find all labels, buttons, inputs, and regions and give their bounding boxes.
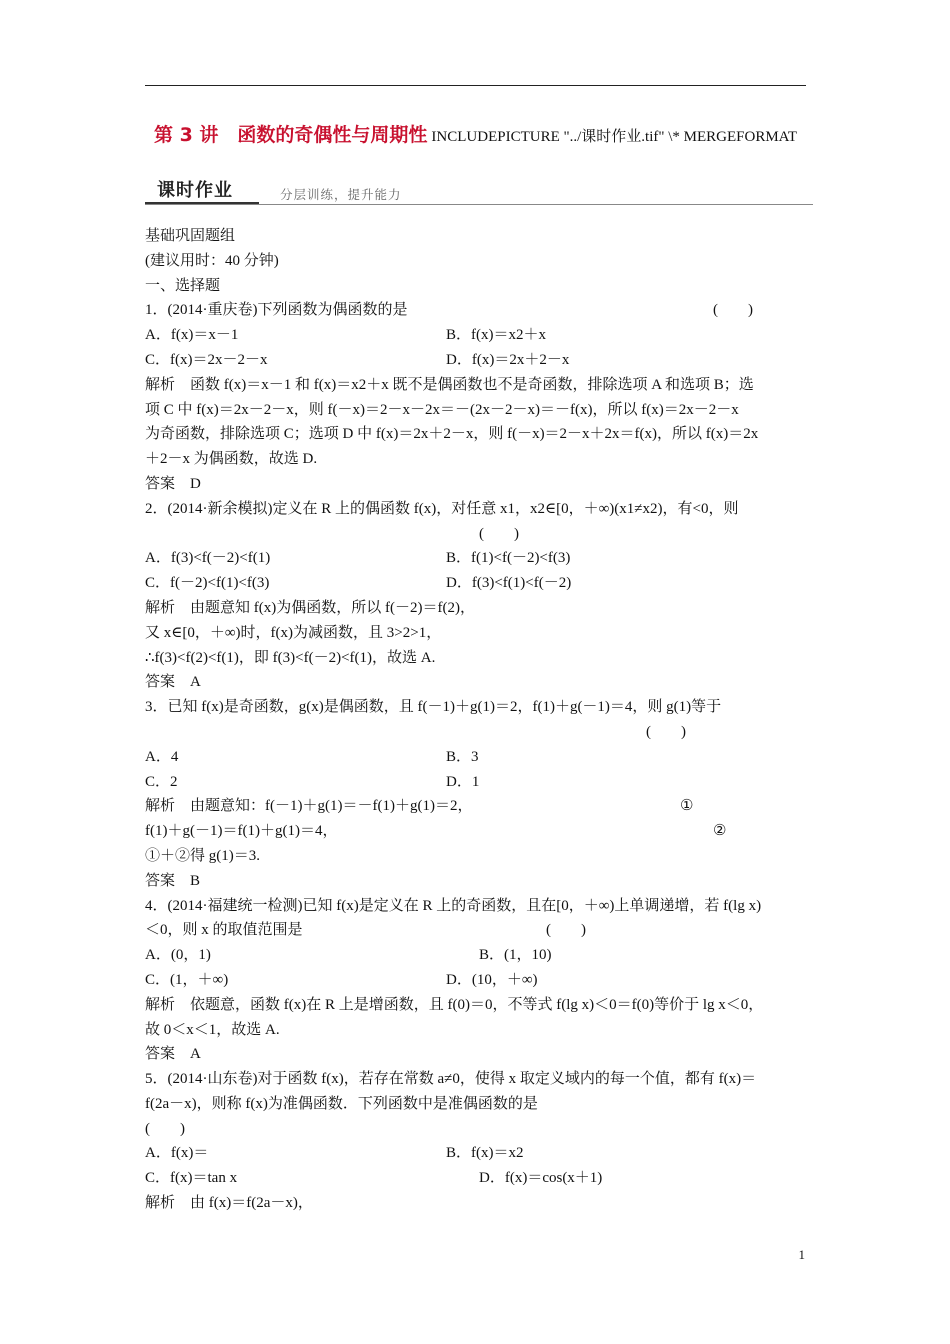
top-rule <box>145 85 806 86</box>
question-3-stem: 3．已知 f(x)是奇函数，g(x)是偶函数，且 f(－1)＋g(1)＝2，f(1)＋g(－1)＝4，则 g(1)等于 <box>145 699 722 716</box>
option-a: A．f(3)<f(－2)<f(1) <box>145 550 271 567</box>
question-4-stem: 4．(2014·福建统一检测)已知 f(x)是定义在 R 上的奇函数，且在[0，＋∞)上单调递增，若 f(lg x) <box>145 897 762 914</box>
time-hint: (建议用时：40 分钟) <box>145 252 279 269</box>
question-3-paren-line <box>145 720 813 745</box>
question-stem-text: 1．(2014·重庆卷)下列函数为偶函数的是 <box>145 302 408 319</box>
title-field-code: INCLUDEPICTURE "../课时作业.tif" \* MERGEFORMAT <box>431 129 798 145</box>
option-d: D．(10，＋∞) <box>446 971 538 988</box>
option-b: B．f(x)＝x2＋x <box>446 327 546 344</box>
option-c: C．(1，＋∞) <box>145 971 229 988</box>
question-4-options-cd <box>145 968 813 993</box>
question-2-options-cd <box>145 571 813 596</box>
analysis-line: 又 x∈[0，＋∞)时，f(x)为减函数，且 3>2>1， <box>145 624 442 641</box>
question-4-options-ab <box>145 943 813 968</box>
banner-subtitle: 分层训练，提升能力 <box>280 187 402 202</box>
document-body <box>145 224 813 1216</box>
option-c: C．2 <box>145 773 178 790</box>
analysis-line: 解析 由题意知 f(x)为偶函数，所以 f(－2)＝f(2)， <box>145 599 475 616</box>
option-a: A．f(x)＝ <box>145 1145 209 1162</box>
analysis-line: ①＋②得 g(1)＝3. <box>145 847 260 864</box>
analysis-line: 故 0＜x＜1，故选 A. <box>145 1021 280 1038</box>
option-b: B．(1，10) <box>479 947 552 964</box>
analysis-line: 解析 函数 f(x)＝x－1 和 f(x)＝x2＋x 既不是偶函数也不是奇函数，排除选项 A 和选项 B；选 <box>145 376 754 393</box>
analysis-line: 解析 依题意，函数 f(x)在 R 上是增函数，且 f(0)＝0，不等式 f(lg x)＜0＝f(0)等价于 lg x＜0， <box>145 996 764 1013</box>
answer-paren: ( ) <box>713 302 753 319</box>
equation-mark-1: ① <box>680 798 694 815</box>
option-d: D．f(x)＝cos(x＋1) <box>479 1170 603 1187</box>
question-1-options-cd <box>145 348 813 373</box>
question-5-paren-line: ( ) <box>145 1120 185 1137</box>
question-1-options-ab <box>145 323 813 348</box>
title-text: 第 3 讲 函数的奇偶性与周期性 <box>153 124 428 146</box>
question-stem-text: ＜0，则 x 的取值范围是 <box>145 922 303 939</box>
option-c: C．f(－2)<f(1)<f(3) <box>145 575 270 592</box>
option-b: B．f(x)＝x2 <box>446 1145 524 1162</box>
page-number: 1 <box>798 1247 805 1262</box>
option-c: C．f(x)＝tan x <box>145 1170 238 1187</box>
page-title <box>145 122 806 151</box>
analysis-line: ∴f(3)<f(2)<f(1)，即 f(3)<f(－2)<f(1)，故选 A. <box>145 649 436 666</box>
analysis-text: 解析 由题意知：f(－1)＋g(1)＝－f(1)＋g(1)＝2， <box>145 798 473 815</box>
option-d: D．f(3)<f(1)<f(－2) <box>446 575 572 592</box>
banner-rule <box>145 204 813 205</box>
question-3-options-ab <box>145 745 813 770</box>
answer-paren: ( ) <box>546 922 586 939</box>
equation-mark-2: ② <box>713 823 727 840</box>
analysis-line: 为奇函数，排除选项 C；选项 D 中 f(x)＝2x＋2－x，则 f(－x)＝2－x＋2x＝f(x)，所以 f(x)＝2x <box>145 426 759 443</box>
analysis-text: f(1)＋g(－1)＝f(1)＋g(1)＝4， <box>145 823 338 840</box>
option-d: D．1 <box>446 773 480 790</box>
question-5-stem: 5．(2014·山东卷)对于函数 f(x)，若存在常数 a≠0，使得 x 取定义域内的每一个值，都有 f(x)＝ <box>145 1071 757 1088</box>
option-b: B．f(1)<f(－2)<f(3) <box>446 550 571 567</box>
question-4-stem-cont <box>145 918 813 943</box>
answer-line: 答案 A <box>145 1046 201 1063</box>
option-c: C．f(x)＝2x－2－x <box>145 351 268 368</box>
option-a: A．4 <box>145 748 179 765</box>
question-2-stem: 2．(2014·新余模拟)定义在 R 上的偶函数 f(x)，对任意 x1，x2∈[0，＋∞)(x1≠x2)，有<0，则 <box>145 500 739 517</box>
option-a: A．(0，1) <box>145 947 211 964</box>
homework-banner <box>145 176 813 206</box>
answer-line: 答案 D <box>145 475 201 492</box>
analysis-line: 项 C 中 f(x)＝2x－2－x，则 f(－x)＝2－x－2x＝－(2x－2－x)＝－f(x)，所以 f(x)＝2x－2－x <box>145 401 739 418</box>
option-b: B．3 <box>446 748 479 765</box>
question-2-paren-line <box>145 522 813 547</box>
banner-label: 课时作业 <box>157 180 233 201</box>
question-2-options-ab <box>145 546 813 571</box>
analysis-line: 解析 由 f(x)＝f(2a－x)， <box>145 1195 313 1212</box>
question-5-stem-cont: f(2a－x)，则称 f(x)为准偶函数．下列函数中是准偶函数的是 <box>145 1095 538 1112</box>
answer-line: 答案 A <box>145 674 201 691</box>
question-3-options-cd <box>145 770 813 795</box>
question-5-options-ab <box>145 1141 813 1166</box>
question-1-stem <box>145 298 813 323</box>
option-d: D．f(x)＝2x＋2－x <box>446 351 570 368</box>
option-a: A．f(x)＝x－1 <box>145 327 239 344</box>
question-5-options-cd <box>145 1166 813 1191</box>
group-heading: 基础巩固题组 <box>145 228 236 244</box>
analysis-line: ＋2－x 为偶函数，故选 D. <box>145 451 318 468</box>
analysis-line <box>145 794 813 819</box>
answer-paren: ( ) <box>479 525 519 542</box>
answer-line: 答案 B <box>145 872 201 889</box>
analysis-line <box>145 819 813 844</box>
section-heading: 一、选择题 <box>145 277 221 294</box>
answer-paren: ( ) <box>646 723 686 740</box>
